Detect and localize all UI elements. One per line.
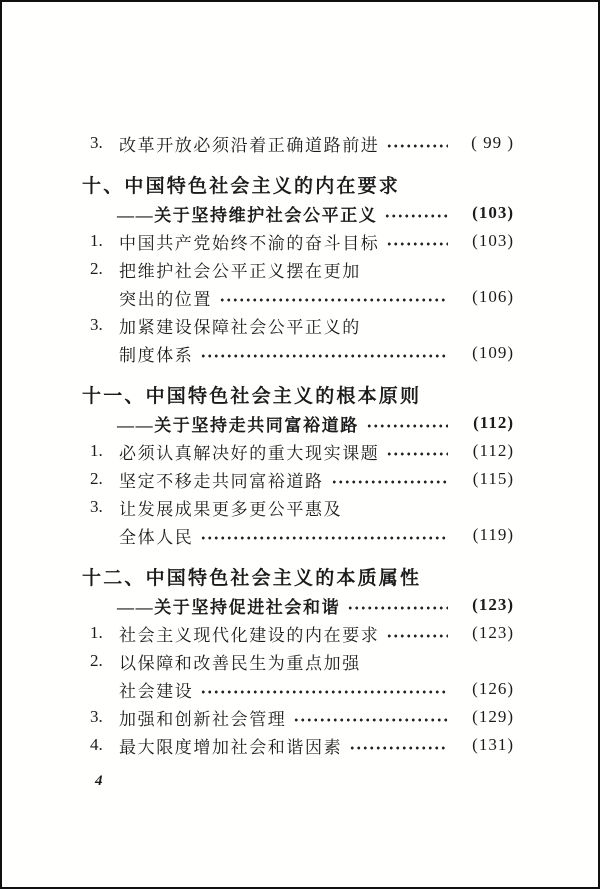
entry-title: 改革开放必须沿着正确道路前进 [119,135,380,155]
toc-subtitle-row [82,199,514,227]
toc-item-row [82,493,514,521]
entry-page-number: (126) [472,679,514,698]
dot-leader [331,465,448,493]
toc-item-row [82,129,514,157]
dot-leader [219,283,448,311]
entry-page-number: (106) [472,287,514,306]
entry-page-number: (109) [472,343,514,362]
entry-number: 2. [90,469,103,488]
entry-title-continued: 社会建设 [119,681,194,701]
entry-number: 2. [90,259,103,278]
toc-item-row [82,731,514,759]
toc-continuation-row [82,675,514,703]
toc-chapter-row [82,561,514,591]
dot-leader [349,731,448,759]
entry-page-number: (119) [472,525,514,544]
entry-number: 3. [90,497,103,516]
entry-title: 让发展成果更多更公平惠及 [119,499,343,519]
toc-subtitle-row [82,409,514,437]
toc-chapter-row [82,169,514,199]
dot-leader [200,339,448,367]
entry-number: 1. [90,441,103,460]
dot-leader [200,521,448,549]
dot-leader [386,129,448,157]
chapter-title: 十一、中国特色社会主义的根本原则 [82,385,422,407]
toc-subtitle-row [82,591,514,619]
entry-number: 3. [90,315,103,334]
entry-title: 最大限度增加社会和谐因素 [119,737,343,757]
entry-title: 加紧建设保障社会公平正义的 [119,317,361,337]
toc-item-row [82,437,514,465]
entry-page-number: (123) [472,595,514,614]
chapter-title: 十二、中国特色社会主义的本质属性 [82,567,422,589]
entry-page-number: (103) [472,203,514,222]
toc-continuation-row [82,521,514,549]
entry-page-number: ( 99 ) [471,133,514,152]
toc-continuation-row [82,283,514,311]
entry-title: 必须认真解决好的重大现实课题 [119,443,380,463]
entry-title-continued: 突出的位置 [119,289,212,309]
entry-title: 社会主义现代化建设的内在要求 [119,625,380,645]
dot-leader [386,619,448,647]
entry-number: 4. [90,735,103,754]
entry-number: 1. [90,231,103,250]
toc-item-row [82,311,514,339]
toc-item-row [82,647,514,675]
toc-item-row [82,227,514,255]
toc-content [2,2,598,790]
chapter-subtitle: ——关于坚持走共同富裕道路 [117,415,359,435]
toc-item-row [82,465,514,493]
entry-page-number: (129) [472,707,514,726]
entry-page-number: (115) [472,469,514,488]
dot-leader [293,703,448,731]
entry-title-continued: 制度体系 [119,345,194,365]
dot-leader [386,227,448,255]
entry-title: 以保障和改善民生为重点加强 [119,653,361,673]
folio-page-number: 4 [95,773,103,789]
entry-page-number: (103) [472,231,514,250]
entry-number: 3. [90,707,103,726]
entry-title: 把维护社会公平正义摆在更加 [119,261,361,281]
dot-leader [384,199,448,227]
dot-leader [347,591,448,619]
chapter-subtitle: ——关于坚持促进社会和谐 [117,597,341,617]
toc-continuation-row [82,339,514,367]
entry-title: 加强和创新社会管理 [119,709,287,729]
entry-number: 1. [90,623,103,642]
entry-number: 3. [90,133,103,152]
entry-title: 坚定不移走共同富裕道路 [119,471,324,491]
entry-number: 2. [90,651,103,670]
entry-page-number: (112) [473,413,514,432]
dot-leader [366,409,448,437]
entry-page-number: (112) [472,441,514,460]
chapter-subtitle: ——关于坚持维护社会公平正义 [117,205,378,225]
toc-item-row [82,619,514,647]
dot-leader [386,437,448,465]
toc-item-row [82,255,514,283]
entry-page-number: (123) [472,623,514,642]
dot-leader [200,675,448,703]
toc-chapter-row [82,379,514,409]
entry-title-continued: 全体人民 [119,527,194,547]
toc-item-row [82,703,514,731]
entry-page-number: (131) [472,735,514,754]
entry-title: 中国共产党始终不渝的奋斗目标 [119,233,380,253]
chapter-title: 十、中国特色社会主义的内在要求 [82,175,401,197]
